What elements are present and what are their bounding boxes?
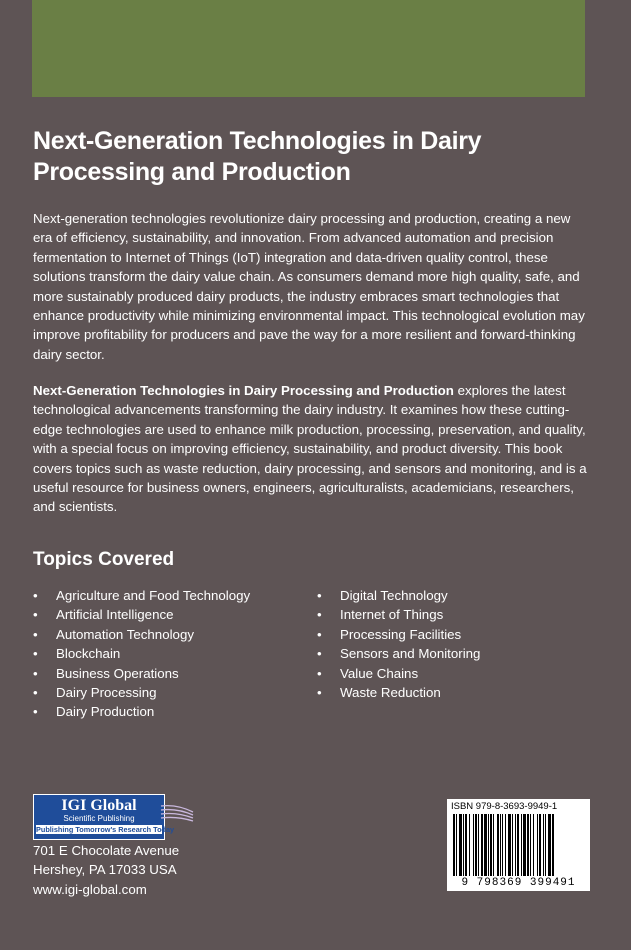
address-line-2: Hershey, PA 17033 USA [33,862,177,878]
bullet-icon: • [33,684,38,700]
barcode-bars-icon [453,814,584,876]
topic-label: Internet of Things [340,607,444,623]
publisher-logo-subtitle: Scientific Publishing [63,814,135,823]
bullet-icon: • [33,588,38,603]
bullet-icon: • [317,684,322,700]
address-line-1: 701 E Chocolate Avenue [33,843,180,858]
description-paragraph [33,381,589,517]
bullet-icon: • [33,607,38,623]
top-color-band [32,0,585,97]
topic-label: Waste Reduction [340,684,441,700]
topic-item [317,644,480,663]
topic-label: Agriculture and Food Technology [56,588,251,603]
topics-heading: Topics Covered [33,549,175,570]
publisher-logo-box [33,794,175,840]
bullet-icon: • [33,665,38,681]
swoosh-icon [159,802,195,824]
isbn-barcode [447,799,590,891]
topic-label: Digital Technology [340,588,448,603]
bullet-icon: • [317,646,322,662]
book-title: Next-Generation Technologies in Dairy Processing and Production [33,127,482,186]
bullet-icon: • [33,626,38,642]
topics-list-left [33,586,250,722]
topic-label: Automation Technology [56,626,194,642]
topics-list-right [317,586,480,702]
description-book-title: Next-Generation Technologies in Dairy Processing and Production [33,383,454,398]
topic-item [33,683,250,702]
topic-label: Blockchain [56,646,121,662]
topic-item [33,644,250,663]
description-text: explores the latest technological advancements transforming the dairy industry. It examines how these cutting-edge technologies are used to enhance milk production, processing, preservation, and quality, with a special focus on improving efficiency, sustainability, and product diversity. This book covers topics such as waste reduction, dairy processing, and sensors and monitoring, and is a useful resource for business owners, engineers, agriculturalists, academicians, researchers, and scientists. [33,383,587,515]
topic-label: Dairy Processing [56,684,157,700]
topic-item [317,664,480,683]
publisher-logo-tagline: Publishing Tomorrow's Research Today [36,825,175,834]
topic-label: Value Chains [340,665,419,681]
topic-item [33,625,250,644]
topic-item [33,664,250,683]
bullet-icon: • [33,704,38,720]
topic-item [33,586,250,605]
topic-item [317,586,480,605]
bullet-icon: • [317,607,322,623]
topic-label: Sensors and Monitoring [340,646,481,662]
topic-item [33,605,250,624]
topic-label: Business Operations [56,665,179,681]
topic-label: Artificial Intelligence [56,607,174,623]
bullet-icon: • [33,646,38,662]
topic-label: Dairy Production [56,704,155,720]
topic-item [317,683,480,702]
intro-paragraph: Next-generation technologies revolutionize dairy processing and production, creating a new era of efficiency, sustainability, and innovation. From advanced automation and precision fermentation to Internet of Things (IoT) integration and data-driven quality control, these solutions transform the dairy value chain. As consumers demand more high quality, safe, and more sustainably produced dairy products, the industry embraces smart technologies that enhance productivity while minimizing environmental impact. This technological evolution may improve profitability for producers and pave the way for a more resilient and forward-thinking dairy sector. [33,211,585,362]
isbn-number: ISBN 979-8-3693-9949-1 [451,801,558,812]
publisher-website-link[interactable]: www.igi-global.com [33,881,147,897]
topic-item [317,605,480,624]
publisher-logo-name: IGI Global [61,797,137,814]
publisher-address [33,841,179,899]
ean-number: 9 798369 399491 [461,877,576,889]
bullet-icon: • [317,626,322,642]
bullet-icon: • [317,588,322,603]
topic-item [33,702,250,721]
topic-label: Processing Facilities [340,626,462,642]
bullet-icon: • [317,665,322,681]
publisher-logo [33,794,195,840]
topic-item [317,625,480,644]
